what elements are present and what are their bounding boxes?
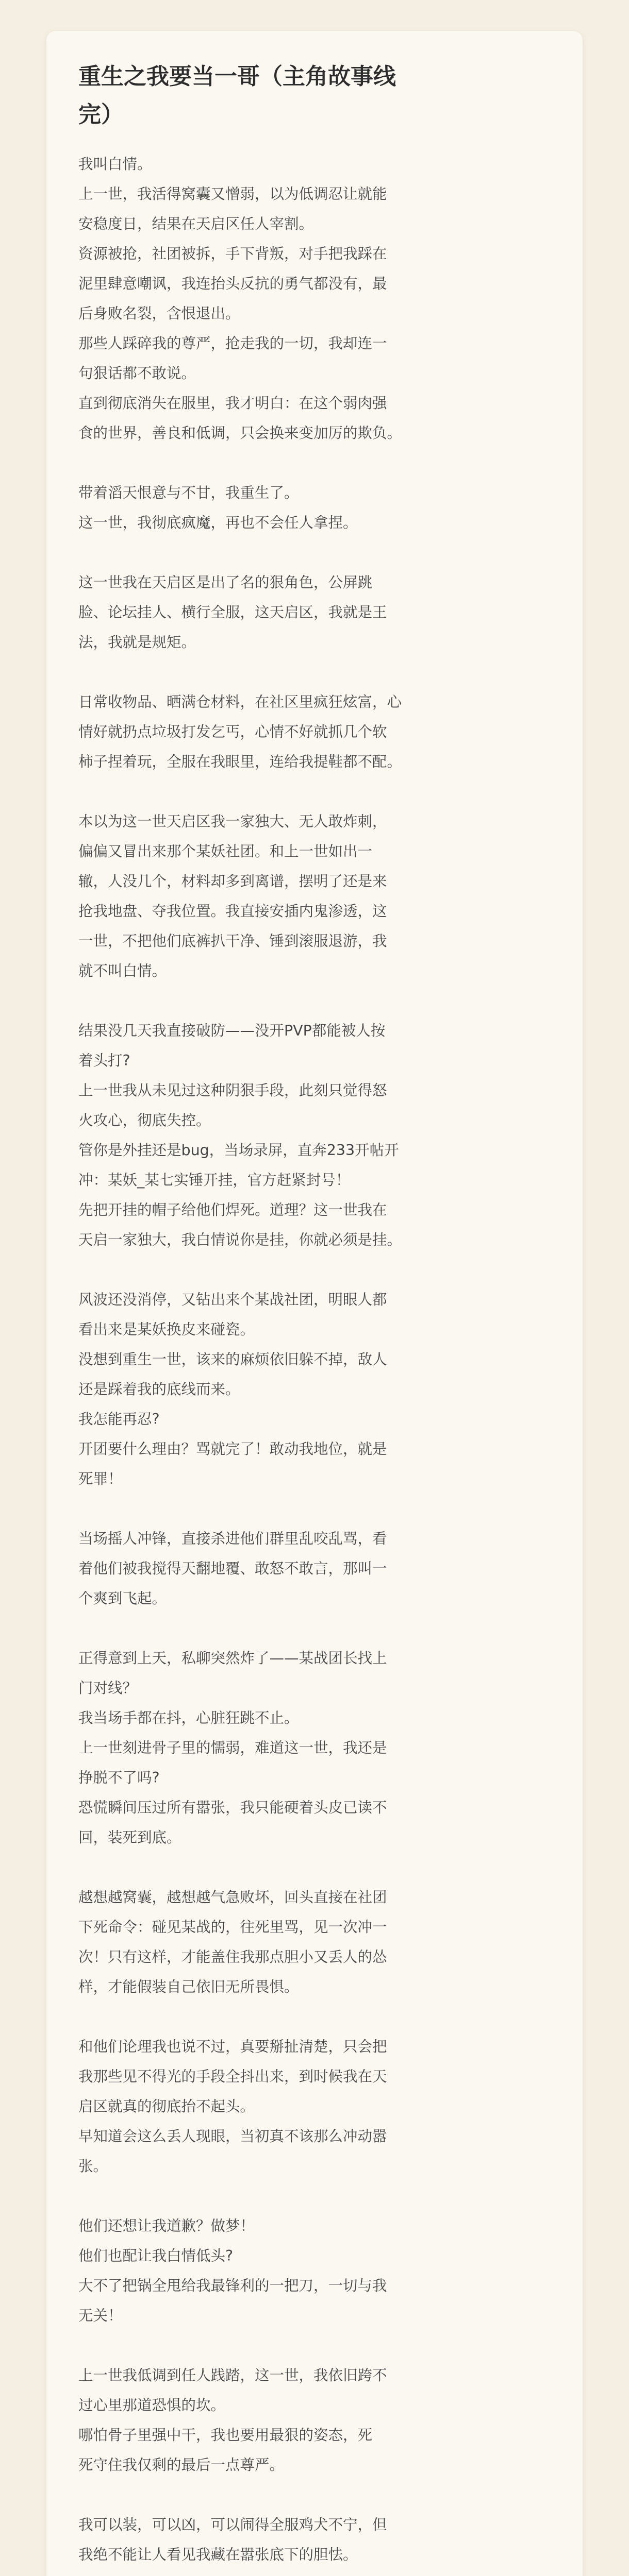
- text-line: 死罪！: [78, 1470, 123, 1487]
- text-line: 我可以装，可以凶，可以闹得全服鸡犬不宁，但: [78, 2516, 387, 2533]
- text-line: 上一世我低调到任人践踏，这一世，我依旧跨不: [78, 2367, 387, 2384]
- text-line: 还是踩着我的底线而来。: [78, 1381, 240, 1398]
- text-line: 次！只有这样，才能盖住我那点胆小又丢人的怂: [78, 1948, 387, 1965]
- text-line: 着头打?: [78, 1052, 130, 1069]
- text-line: 过心里那道恐惧的坎。: [78, 2397, 226, 2414]
- text-line: 我怎能再忍?: [78, 1411, 160, 1428]
- text-line: 结果没几天我直接破防——没开PVP都能被人按: [78, 1022, 386, 1039]
- text-line: 正得意到上天，私聊突然炸了——某战团长找上: [78, 1650, 387, 1667]
- text-line: 启区就真的彻底抬不起头。: [78, 2098, 255, 2115]
- text-line: 回，装死到底。: [78, 1829, 181, 1846]
- paragraph: [78, 1016, 551, 1255]
- text-line: 火攻心，彻底失控。: [78, 1112, 211, 1129]
- text-line: 抢我地盘、夺我位置。我直接安插内鬼渗透，这: [78, 903, 387, 920]
- text-line: 本以为这一世天启区我一家独大、无人敢炸刺，: [78, 813, 387, 830]
- paragraph: [78, 568, 551, 657]
- paragraph: [78, 687, 551, 777]
- paragraph: [78, 2510, 551, 2576]
- text-line: 那些人踩碎我的尊严，抢走我的一切，我却连一: [78, 335, 387, 352]
- paragraph: [78, 1285, 551, 1494]
- paragraph: [78, 1883, 551, 2002]
- text-line: 恐慌瞬间压过所有嚣张，我只能硬着头皮已读不: [78, 1799, 387, 1816]
- text-line: 大不了把锅全甩给我最锋利的一把刀，一切与我: [78, 2277, 387, 2294]
- text-line: 我那些见不得光的手段全抖出来，到时候我在天: [78, 2068, 387, 2085]
- title-line: 完）: [78, 101, 124, 128]
- text-line: 冲：某妖_某七实锤开挂，官方赶紧封号！: [78, 1172, 351, 1189]
- text-line: 就不叫白情。: [78, 962, 167, 979]
- text-line: 着他们被我搅得天翻地覆、敢怒不敢言，那叫一: [78, 1560, 387, 1577]
- text-line: 我当场手都在抖，心脏狂跳不止。: [78, 1709, 299, 1726]
- text-line: 后身败名裂，含恨退出。: [78, 305, 240, 322]
- text-line: 泥里肆意嘲讽，我连抬头反抗的勇气都没有，最: [78, 275, 387, 292]
- text-line: 下死命令：碰见某战的，往死里骂，见一次冲一: [78, 1919, 387, 1936]
- text-line: 挣脱不了吗?: [78, 1769, 160, 1786]
- text-line: 哪怕骨子里强中干，我也要用最狠的姿态，死: [78, 2427, 373, 2444]
- text-line: 这一世，我彻底疯魔，再也不会任人拿捏。: [78, 514, 358, 531]
- text-line: 上一世刻进骨子里的懦弱，难道这一世，我还是: [78, 1739, 387, 1756]
- text-line: 风波还没消停，又钻出来个某战社团，明眼人都: [78, 1291, 387, 1308]
- paragraph: [78, 807, 551, 986]
- note-content: [78, 58, 551, 2576]
- text-line: 柿子捏着玩，全服在我眼里，连给我提鞋都不配。: [78, 753, 402, 770]
- text-line: 个爽到飞起。: [78, 1590, 167, 1607]
- text-line: 直到彻底消失在服里，我才明白：在这个弱肉强: [78, 395, 387, 412]
- paragraph: [78, 149, 551, 448]
- text-line: 无关！: [78, 2307, 123, 2324]
- text-line: 他们也配让我白情低头?: [78, 2247, 234, 2264]
- text-line: 情好就扔点垃圾打发乞丐，心情不好就抓几个软: [78, 723, 387, 740]
- text-line: 门对线？: [78, 1680, 138, 1697]
- text-line: 早知道会这么丢人现眼，当初真不该那么冲动嚣: [78, 2128, 387, 2145]
- text-line: 天启一家独大，我白情说你是挂，你就必须是挂。: [78, 1231, 402, 1248]
- text-line: 安稳度日，结果在天启区任人宰割。: [78, 215, 314, 232]
- text-line: 先把开挂的帽子给他们焊死。道理？这一世我在: [78, 1201, 387, 1218]
- text-line: [78, 2570, 551, 2576]
- text-line: 当场摇人冲锋，直接杀进他们群里乱咬乱骂，看: [78, 1530, 387, 1547]
- text-line: 我叫白情。: [78, 156, 152, 173]
- text-line: 辙，人没几个，材料却多到离谱，摆明了还是来: [78, 873, 387, 890]
- text-line: 管你是外挂还是bug，当场录屏，直奔233开帖开: [78, 1142, 399, 1159]
- text-line: 开团要什么理由？骂就完了！敢动我地位，就是: [78, 1440, 387, 1458]
- text-line: 我绝不能让人看见我藏在嚣张底下的胆怯。: [78, 2546, 358, 2563]
- text-line: 看出来是某妖换皮来碰瓷。: [78, 1321, 255, 1338]
- text-line: 死守住我仅剩的最后一点尊严。: [78, 2456, 285, 2473]
- text-line: 日常收物品、晒满仓材料，在社区里疯狂炫富，心: [78, 693, 402, 710]
- text-line: 他们还想让我道歉？做梦！: [78, 2217, 255, 2234]
- text-line: 这一世我在天启区是出了名的狠角色，公屏跳: [78, 574, 373, 591]
- paragraph: [78, 478, 551, 538]
- paragraph: [78, 1524, 551, 1614]
- text-line: 上一世我从未见过这种阴狠手段，此刻只觉得怒: [78, 1082, 387, 1099]
- paragraph: [78, 2211, 551, 2331]
- text-line: 食的世界，善良和低调，只会换来变加厉的欺负。: [78, 425, 402, 442]
- text-line: 脸、论坛挂人、横行全服，这天启区，我就是王: [78, 604, 387, 621]
- text-line: 越想越窝囊，越想越气急败坏，回头直接在社团: [78, 1889, 387, 1906]
- text-line: 法，我就是规矩。: [78, 634, 196, 651]
- title-line: 重生之我要当一哥（主角故事线: [78, 63, 396, 90]
- text-line: 偏偏又冒出来那个某妖社团。和上一世如出一: [78, 843, 373, 860]
- paragraph: [78, 1643, 551, 1853]
- text-line: 资源被抢，社团被拆，手下背叛，对手把我踩在: [78, 245, 387, 262]
- text-line: 没想到重生一世，该来的麻烦依旧躲不掉，敌人: [78, 1351, 387, 1368]
- paragraph: [78, 2361, 551, 2480]
- text-line: 带着滔天恨意与不甘，我重生了。: [78, 484, 299, 501]
- text-line: 句狠话都不敢说。: [78, 365, 196, 382]
- text-line: 上一世，我活得窝囊又憎弱，以为低调忍让就能: [78, 185, 387, 202]
- text-line: 一世，不把他们底裤扒干净、锤到滚服退游，我: [78, 933, 387, 950]
- paragraph: [78, 2032, 551, 2181]
- text-line: 样，才能假装自己依旧无所畏惧。: [78, 1978, 299, 1995]
- text-line: 和他们论理我也说不过，真要掰扯清楚，只会把: [78, 2038, 387, 2055]
- note-body: [78, 149, 551, 2576]
- text-line: 张。: [78, 2158, 108, 2175]
- note-title: [78, 58, 551, 134]
- note-card: [46, 31, 583, 2576]
